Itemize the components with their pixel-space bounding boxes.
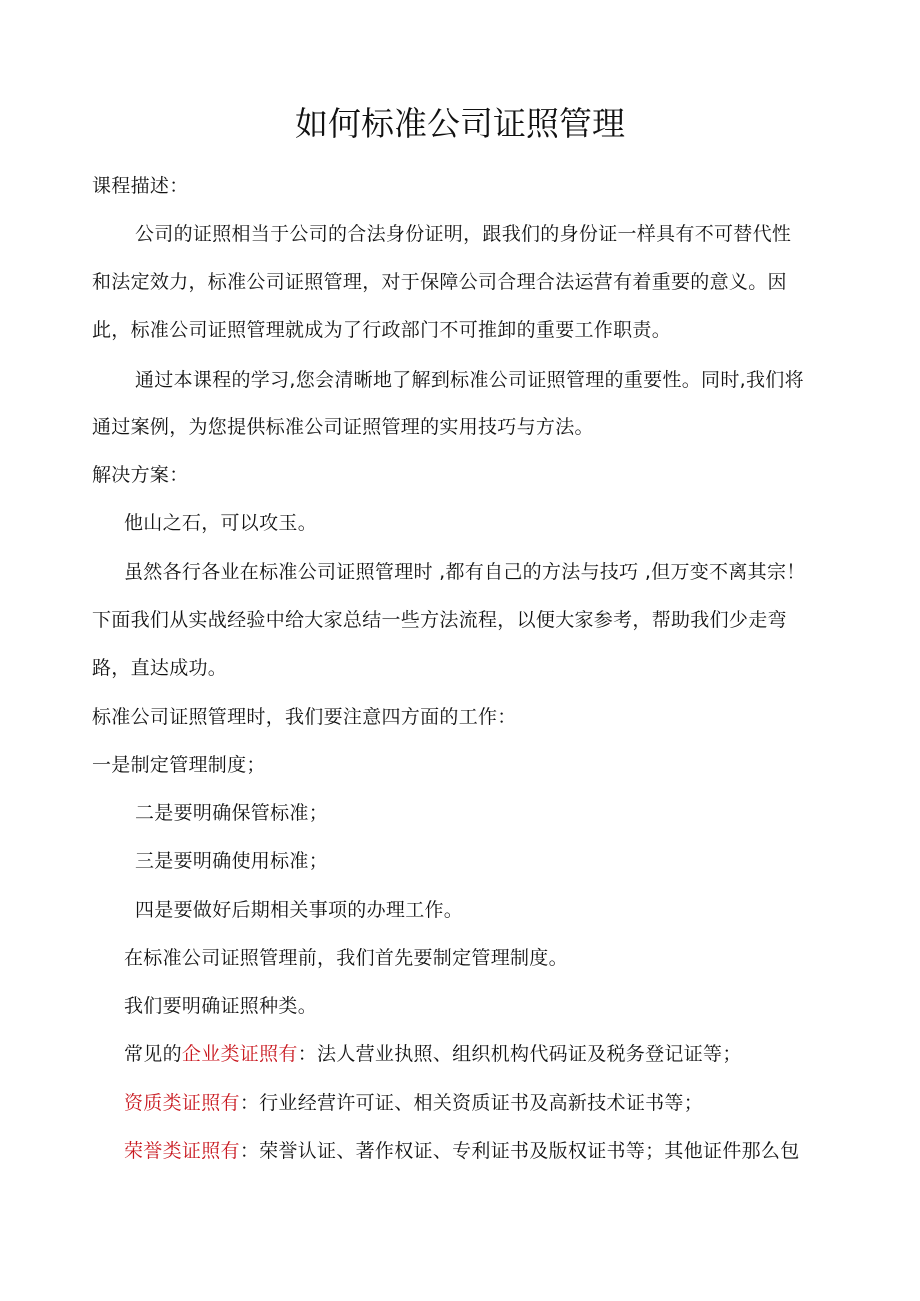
paragraph-line: 他山之石，可以攻玉。: [124, 512, 318, 534]
list-item: 四是要做好后期相关事项的办理工作。: [135, 899, 464, 921]
document-title: 如何标准公司证照管理: [295, 104, 625, 143]
enterprise-label: 企业类证照有: [181, 1043, 298, 1065]
list-item: 一是制定管理制度；: [92, 754, 266, 776]
paragraph-line: 通过本课程的学习,您会清晰地了解到标准公司证照管理的重要性。同时,我们将: [135, 369, 804, 391]
enterprise-license-line: [124, 1040, 742, 1068]
honor-label: 荣誉类证照有: [124, 1140, 240, 1162]
honor-text: ：荣誉认证、著作权证、专利证书及版权证书等；其他证件那么包: [239, 1140, 800, 1162]
list-item: 二是要明确保管标准；: [135, 802, 329, 824]
paragraph-line: 路，直达成功。: [92, 657, 228, 679]
section-heading-solution: 解决方案：: [92, 464, 189, 486]
enterprise-prefix: 常见的: [124, 1043, 182, 1065]
qualification-label: 资质类证照有: [124, 1092, 240, 1114]
qualification-license-line: [124, 1089, 703, 1117]
list-item: 三是要明确使用标准；: [135, 850, 329, 872]
paragraph-line: 此，标准公司证照管理就成为了行政部门不可推卸的重要工作职责。: [92, 319, 672, 341]
enterprise-text: ：法人营业执照、组织机构代码证及税务登记证等；: [297, 1043, 742, 1065]
qualification-text: ：行业经营许可证、相关资质证书及高新技术证书等；: [239, 1092, 704, 1114]
section-heading-course: 课程描述：: [92, 175, 189, 197]
paragraph-line: 和法定效力，标准公司证照管理，对于保障公司合理合法运营有着重要的意义。因: [92, 271, 787, 293]
paragraph-line: 标准公司证照管理时，我们要注意四方面的工作：: [92, 706, 517, 728]
paragraph-line: 下面我们从实战经验中给大家总结一些方法流程，以便大家参考，帮助我们少走弯: [92, 609, 787, 631]
paragraph-line: 在标准公司证照管理前，我们首先要制定管理制度。: [124, 947, 568, 969]
paragraph-line: 通过案例，为您提供标准公司证照管理的实用技巧与方法。: [92, 416, 594, 438]
paragraph-line: 虽然各行各业在标准公司证照管理时 ,都有自己的方法与技巧 ,但万变不离其宗！: [124, 561, 806, 583]
paragraph-line: 我们要明确证照种类。: [124, 995, 318, 1017]
honor-license-line: [124, 1137, 800, 1165]
paragraph-line: 公司的证照相当于公司的合法身份证明，跟我们的身份证一样具有不可替代性: [135, 223, 792, 245]
